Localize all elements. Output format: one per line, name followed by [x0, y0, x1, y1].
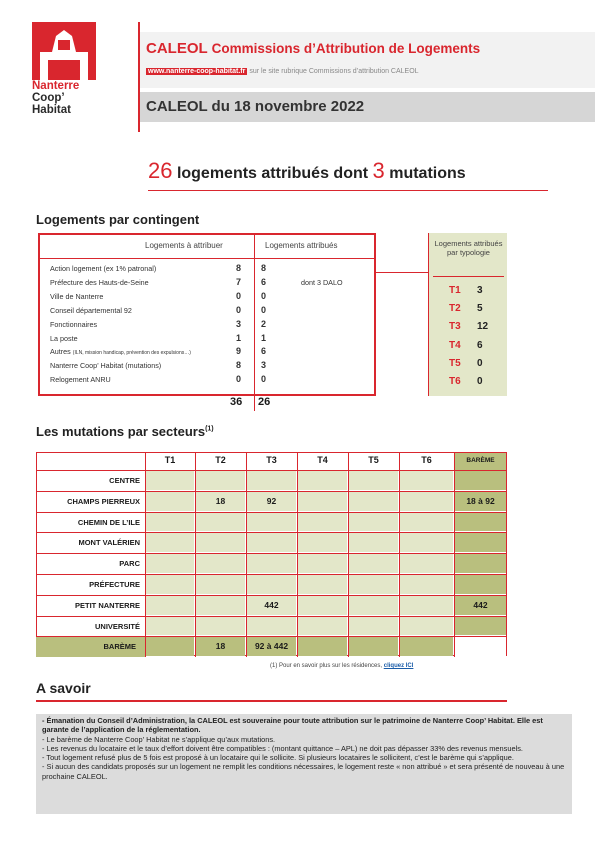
asavoir-line-2: - Les revenus du locataire et le taux d’effort doivent être compatibles : (montant quittance – APL) ne doit pas dépasser 33% des revenus mensuels. [42, 743, 523, 753]
mutations-col-divider [454, 452, 455, 657]
contingent-row-label-text: Action logement (ex 1% patronal) [50, 264, 157, 273]
asavoir-divider [36, 700, 507, 702]
logo-line-3: Habitat [32, 104, 71, 116]
contingent-row [50, 264, 370, 278]
contingent-row [50, 334, 370, 348]
mutations-cell [400, 471, 453, 490]
contingent-row [50, 306, 370, 320]
mutations-cell [247, 575, 296, 594]
contingent-row [50, 375, 370, 389]
contingent-header-divider [40, 258, 374, 259]
logo-line-1: Nanterre [32, 80, 80, 92]
mutations-cell [146, 617, 194, 636]
contingent-row-to-allocate: 0 [236, 374, 242, 385]
mutations-row-divider [36, 595, 507, 596]
typology-panel [428, 233, 507, 396]
mutations-title [36, 424, 214, 439]
summary-mutations: 3 [372, 158, 385, 183]
mutations-cell [298, 596, 347, 615]
asavoir-line-3: - Tout logement refusé plus de 5 fois est proposé à un locataire qui le sollicite. Si plusieurs locataires le sollicitent, c’est le barème qui s’applique. [42, 753, 514, 763]
contingent-row-label-detail: (ILN, mission handicap, prévention des expulsions…) [72, 350, 191, 357]
contingent-row-label-text: Préfecture des Hauts-de-Seine [50, 277, 149, 287]
summary-text-1: logements attribués dont [176, 165, 369, 182]
contingent-row-allocated: 1 [261, 332, 267, 343]
mutations-cell [146, 575, 194, 594]
mutations-cell [146, 471, 194, 490]
mutations-cell [455, 637, 506, 656]
mutations-cell [247, 513, 296, 532]
typology-count: 0 [477, 376, 483, 387]
typology-connector [376, 272, 428, 273]
mutations-cell [196, 513, 245, 532]
contingent-row [50, 278, 370, 292]
website-link[interactable]: www.nanterre-coop-habitat.fr [148, 68, 246, 75]
website-link-suffix: sur le site rubrique Commissions d’attribution CALEOL [249, 68, 419, 75]
contingent-row-label [50, 306, 132, 315]
summary-headline [148, 158, 466, 184]
mutations-col-header: T1 [164, 455, 176, 465]
mutations-cell [400, 637, 453, 656]
mutations-cell [298, 637, 347, 656]
contingent-row-to-allocate: 8 [236, 263, 242, 273]
mutations-cell-value: 18 à 92 [466, 495, 495, 506]
mutations-cell [455, 554, 506, 573]
mutations-cell [298, 513, 347, 532]
typology-type: T1 [449, 285, 461, 296]
mutations-col-divider [297, 452, 298, 657]
mutations-row-divider [36, 491, 507, 492]
contingent-row-label [50, 278, 149, 287]
mutations-cell [349, 492, 398, 511]
typology-count: 6 [477, 339, 483, 351]
mutations-cell-value: 442 [473, 599, 488, 610]
contingent-row-label [50, 375, 111, 384]
typology-type: T4 [449, 339, 461, 351]
contingent-row-to-allocate: 0 [236, 290, 242, 301]
contingent-row-to-allocate: 9 [236, 346, 242, 357]
brand: CALEOL [146, 40, 208, 57]
mutations-row-divider [36, 470, 507, 471]
mutations-cell [146, 533, 194, 552]
asavoir-title: A savoir [36, 680, 91, 696]
contingent-row-allocated: 8 [261, 263, 267, 273]
mutations-cell-value: 442 [264, 599, 279, 610]
mutations-col-header: BARÈME [466, 457, 495, 464]
mutations-cell [349, 637, 398, 656]
contingent-row-label-text: Autres [50, 347, 71, 357]
contingent-row-allocated: 0 [261, 304, 267, 315]
logo-line-2: Coop’ [32, 92, 65, 104]
asavoir-bold-paragraph: - Émanation du Conseil d’Administration, la CALEOL est souveraine pour toute attribution sur le patrimoine de Nanterre Coop’ Habitat. Elle est garante de l’application de la réglementation. [42, 716, 543, 735]
summary-divider [148, 190, 548, 191]
typology-type: T6 [449, 376, 461, 387]
contingent-row-label [50, 361, 161, 370]
mutations-cell [349, 513, 398, 532]
mutations-cell [349, 575, 398, 594]
contingent-row-label-text: Conseil départemental 92 [50, 305, 132, 315]
asavoir-box [36, 714, 572, 814]
mutations-cell [298, 617, 347, 636]
mutations-row-label: PRÉFECTURE [89, 580, 140, 589]
logo [28, 22, 114, 122]
mutations-cell [400, 492, 453, 511]
asavoir-line-4: - Si aucun des candidats proposés sur un logement ne remplit les conditions nécessaires, le logement reste « non attribué » et sera présenté de nouveau à une prochaine CALEOL. [42, 762, 565, 781]
mutations-col-divider [399, 452, 400, 657]
mutations-cell [298, 554, 347, 573]
mutations-cell [146, 596, 194, 615]
mutations-cell [146, 492, 194, 511]
mutations-row-divider [36, 512, 507, 513]
contingent-row-label-text: Fonctionnaires [50, 319, 98, 329]
mutations-cell [455, 533, 506, 552]
contingent-row-to-allocate: 1 [236, 332, 242, 343]
contingent-row-label-text: Relogement ANRU [50, 375, 111, 385]
mutations-cell [196, 471, 245, 490]
mutations-cell [349, 533, 398, 552]
mutations-cell [247, 471, 296, 490]
mutations-row-divider [36, 532, 507, 533]
mutations-col-header: T4 [317, 455, 328, 465]
contingent-row-label-text: Ville de Nanterre [50, 291, 104, 301]
mutations-cell [298, 471, 347, 490]
contingent-row [50, 361, 370, 375]
mutations-cell [196, 617, 245, 636]
typology-type: T5 [449, 357, 461, 369]
mutations-cell [298, 575, 347, 594]
mutations-col-divider [145, 452, 146, 657]
contingent-row-label [50, 292, 103, 301]
mutations-row-divider [36, 616, 507, 617]
mutations-cell [400, 617, 453, 636]
mutations-row-label: MONT VALÉRIEN [78, 538, 140, 548]
contingent-row [50, 320, 370, 334]
mutations-cell [298, 533, 347, 552]
typology-count: 0 [477, 357, 483, 369]
mutations-row-label: CHEMIN DE L’ILE [77, 517, 140, 527]
contingent-col-to-allocate: Logements à attribuer [145, 241, 223, 250]
mutations-cell [247, 533, 296, 552]
mutations-title-sup: (1) [205, 425, 214, 433]
mutations-row-label: PETIT NANTERRE [74, 600, 140, 610]
mutations-cell [400, 533, 453, 552]
contingent-row-to-allocate: 7 [236, 276, 242, 287]
contingent-row-label [50, 347, 191, 356]
session-date: CALEOL du 18 novembre 2022 [146, 98, 365, 115]
contingent-row-allocated: 2 [261, 318, 267, 329]
mutations-title-text: Les mutations par secteurs [36, 424, 206, 439]
typology-row [449, 285, 483, 296]
contingent-row-allocated: 3 [261, 360, 267, 371]
building-logo-icon [32, 22, 96, 80]
mutations-col-header: T5 [368, 455, 379, 465]
mutations-row-label: CHAMPS PIERREUX [67, 496, 140, 506]
contingent-row-allocated: 0 [261, 290, 267, 301]
mutations-cell [146, 637, 194, 656]
header-subtitle: Commissions d’Attribution de Logements [211, 41, 481, 56]
mutations-cell [247, 554, 296, 573]
contingent-title: Logements par contingent [36, 212, 200, 227]
mutations-cell-value: 92 [266, 495, 277, 506]
typology-count: 12 [477, 321, 489, 333]
summary-text-2: mutations [389, 165, 466, 182]
mutations-cell [349, 554, 398, 573]
typology-row [449, 376, 483, 387]
mutations-row-label: CENTRE [109, 476, 140, 485]
mutations-cell [400, 575, 453, 594]
mutations-col-divider [246, 452, 247, 657]
mutations-cell-value: 18 [215, 641, 226, 652]
mutations-col-header: T2 [215, 455, 226, 465]
mutations-cell [196, 554, 245, 573]
typology-row [449, 303, 483, 315]
mutations-cell [146, 513, 194, 532]
mutations-row-label: PARC [119, 559, 140, 569]
contingent-row-allocated: 6 [261, 346, 267, 357]
summary-count: 26 [148, 158, 173, 183]
mutations-row-divider [36, 553, 507, 554]
typology-type: T3 [449, 321, 461, 333]
mutations-cell [196, 575, 245, 594]
footnote-link[interactable]: cliquez ICI [383, 663, 414, 669]
contingent-row-label-text: La poste [50, 333, 78, 343]
typology-count: 5 [477, 303, 483, 315]
contingent-row-allocated: 0 [261, 374, 267, 385]
contingent-col-allocated: Logements attribués [265, 241, 338, 250]
mutations-col-divider [348, 452, 349, 657]
mutations-row-label: BARÈME [103, 642, 136, 652]
contingent-row-note: dont 3 DALO [301, 277, 343, 287]
mutations-cell [349, 596, 398, 615]
mutations-cell [146, 554, 194, 573]
contingent-row-label [50, 320, 97, 329]
contingent-row [50, 292, 370, 306]
mutations-cell [349, 617, 398, 636]
typology-type: T2 [449, 303, 461, 315]
logo-text [32, 80, 79, 116]
contingent-row-allocated: 6 [261, 276, 267, 287]
header-title [146, 40, 480, 57]
typology-row [449, 357, 483, 369]
header-link-line [146, 68, 419, 75]
footnote-text: (1) Pour en savoir plus sur les résidences, [270, 663, 383, 669]
contingent-row-to-allocate: 8 [236, 360, 242, 371]
footnote [270, 663, 413, 669]
mutations-cell-value: 92 à 442 [254, 641, 289, 652]
contingent-total-to-allocate: 36 [230, 396, 243, 408]
mutations-row-divider [36, 574, 507, 575]
mutations-cell [455, 575, 506, 594]
contingent-row-label [50, 334, 78, 343]
contingent-row-to-allocate: 3 [236, 318, 242, 329]
mutations-col-header: T6 [421, 455, 432, 465]
mutations-cell [247, 617, 296, 636]
mutations-cell-value: 18 [215, 495, 226, 506]
mutations-col-divider [195, 452, 196, 657]
contingent-row-label-text: Nanterre Coop’ Habitat (mutations) [50, 361, 162, 371]
typology-row [449, 321, 489, 333]
mutations-cell [455, 617, 506, 636]
contingent-row-to-allocate: 0 [236, 304, 242, 315]
mutations-cell [455, 471, 506, 490]
typology-row [449, 339, 483, 351]
mutations-row-divider [36, 636, 507, 637]
mutations-cell [298, 492, 347, 511]
mutations-cell [455, 513, 506, 532]
typology-divider [433, 276, 504, 277]
mutations-cell [196, 596, 245, 615]
mutations-cell [400, 513, 453, 532]
mutations-cell [196, 533, 245, 552]
contingent-row [50, 347, 370, 361]
typology-title: Logements attribués par typologie [434, 239, 503, 257]
contingent-row-label [50, 264, 156, 273]
mutations-col-header: T3 [266, 455, 277, 465]
mutations-cell [400, 554, 453, 573]
mutations-row-label: UNIVERSITÉ [94, 621, 140, 631]
typology-count: 3 [477, 285, 483, 296]
mutations-cell [400, 596, 453, 615]
contingent-total-allocated: 26 [258, 396, 271, 408]
asavoir-line-1: - Le barème de Nanterre Coop’ Habitat ne s’applique qu’aux mutations. [42, 734, 276, 744]
mutations-cell [349, 471, 398, 490]
